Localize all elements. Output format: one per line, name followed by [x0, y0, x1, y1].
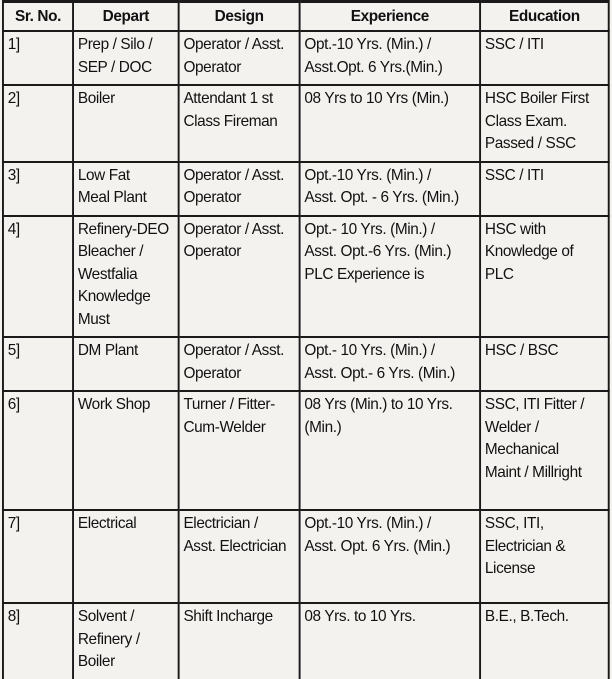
cell-experience: 08 Yrs. to 10 Yrs.	[300, 603, 480, 679]
cell-experience: 08 Yrs to 10 Yrs (Min.)	[300, 85, 480, 162]
cell-depart: Refinery-DEO Bleacher / Westfalia Knowledge Must	[73, 216, 179, 338]
table-row	[3, 510, 609, 603]
table-row	[3, 216, 609, 338]
cell-sr-no: 3]	[3, 162, 73, 216]
cell-depart: Electrical	[73, 510, 179, 603]
table-row	[3, 337, 609, 391]
header-depart: Depart	[73, 2, 179, 32]
cell-experience: Opt.- 10 Yrs. (Min.) / Asst. Opt.-6 Yrs. (Min.) PLC Experience is	[300, 216, 480, 338]
cell-design: Attendant 1 st Class Fireman	[179, 85, 300, 162]
cell-experience: Opt.-10 Yrs. (Min.) / Asst. Opt. - 6 Yrs. (Min.)	[300, 162, 480, 216]
cell-depart: DM Plant	[73, 337, 179, 391]
header-sr-no: Sr. No.	[3, 2, 73, 32]
cell-depart: Boiler	[73, 85, 179, 162]
cell-sr-no: 4]	[3, 216, 73, 338]
job-vacancy-table	[2, 0, 610, 679]
cell-education: B.E., B.Tech.	[480, 603, 609, 679]
table-header-row	[3, 2, 609, 32]
header-education: Education	[480, 2, 609, 32]
cell-depart: Low Fat Meal Plant	[73, 162, 179, 216]
cell-sr-no: 5]	[3, 337, 73, 391]
header-design: Design	[179, 2, 300, 32]
cell-education: HSC Boiler First Class Exam. Passed / SSC	[480, 85, 609, 162]
cell-design: Shift Incharge	[179, 603, 300, 679]
cell-education: HSC with Knowledge of PLC	[480, 216, 609, 338]
cell-sr-no: 7]	[3, 510, 73, 603]
cell-experience: Opt.- 10 Yrs. (Min.) / Asst. Opt.- 6 Yrs. (Min.)	[300, 337, 480, 391]
cell-sr-no: 6]	[3, 391, 73, 510]
cell-design: Operator / Asst. Operator	[179, 31, 300, 85]
cell-education: SSC, ITI Fitter / Welder / Mechanical Maint / Millright	[480, 391, 609, 510]
cell-design: Operator / Asst. Operator	[179, 216, 300, 338]
cell-sr-no: 1]	[3, 31, 73, 85]
table-row	[3, 391, 609, 510]
cell-design: Operator / Asst. Operator	[179, 162, 300, 216]
cell-education: SSC, ITI, Electrician & License	[480, 510, 609, 603]
cell-design: Turner / Fitter- Cum-Welder	[179, 391, 300, 510]
cell-sr-no: 2]	[3, 85, 73, 162]
cell-education: SSC / ITI	[480, 162, 609, 216]
cell-depart: Prep / Silo / SEP / DOC	[73, 31, 179, 85]
header-experience: Experience	[300, 2, 480, 32]
job-vacancy-table-container	[2, 0, 608, 670]
table-row	[3, 162, 609, 216]
cell-experience: Opt.-10 Yrs. (Min.) / Asst.Opt. 6 Yrs.(Min.)	[300, 31, 480, 85]
table-row	[3, 603, 609, 679]
cell-education: SSC / ITI	[480, 31, 609, 85]
table-row	[3, 31, 609, 85]
cell-depart: Work Shop	[73, 391, 179, 510]
cell-depart: Solvent / Refinery / Boiler	[73, 603, 179, 679]
table-row	[3, 85, 609, 162]
cell-design: Operator / Asst. Operator	[179, 337, 300, 391]
cell-experience: 08 Yrs (Min.) to 10 Yrs. (Min.)	[300, 391, 480, 510]
cell-education: HSC / BSC	[480, 337, 609, 391]
cell-design: Electrician / Asst. Electrician	[179, 510, 300, 603]
cell-sr-no: 8]	[3, 603, 73, 679]
cell-experience: Opt.-10 Yrs. (Min.) / Asst. Opt. 6 Yrs. (Min.)	[300, 510, 480, 603]
